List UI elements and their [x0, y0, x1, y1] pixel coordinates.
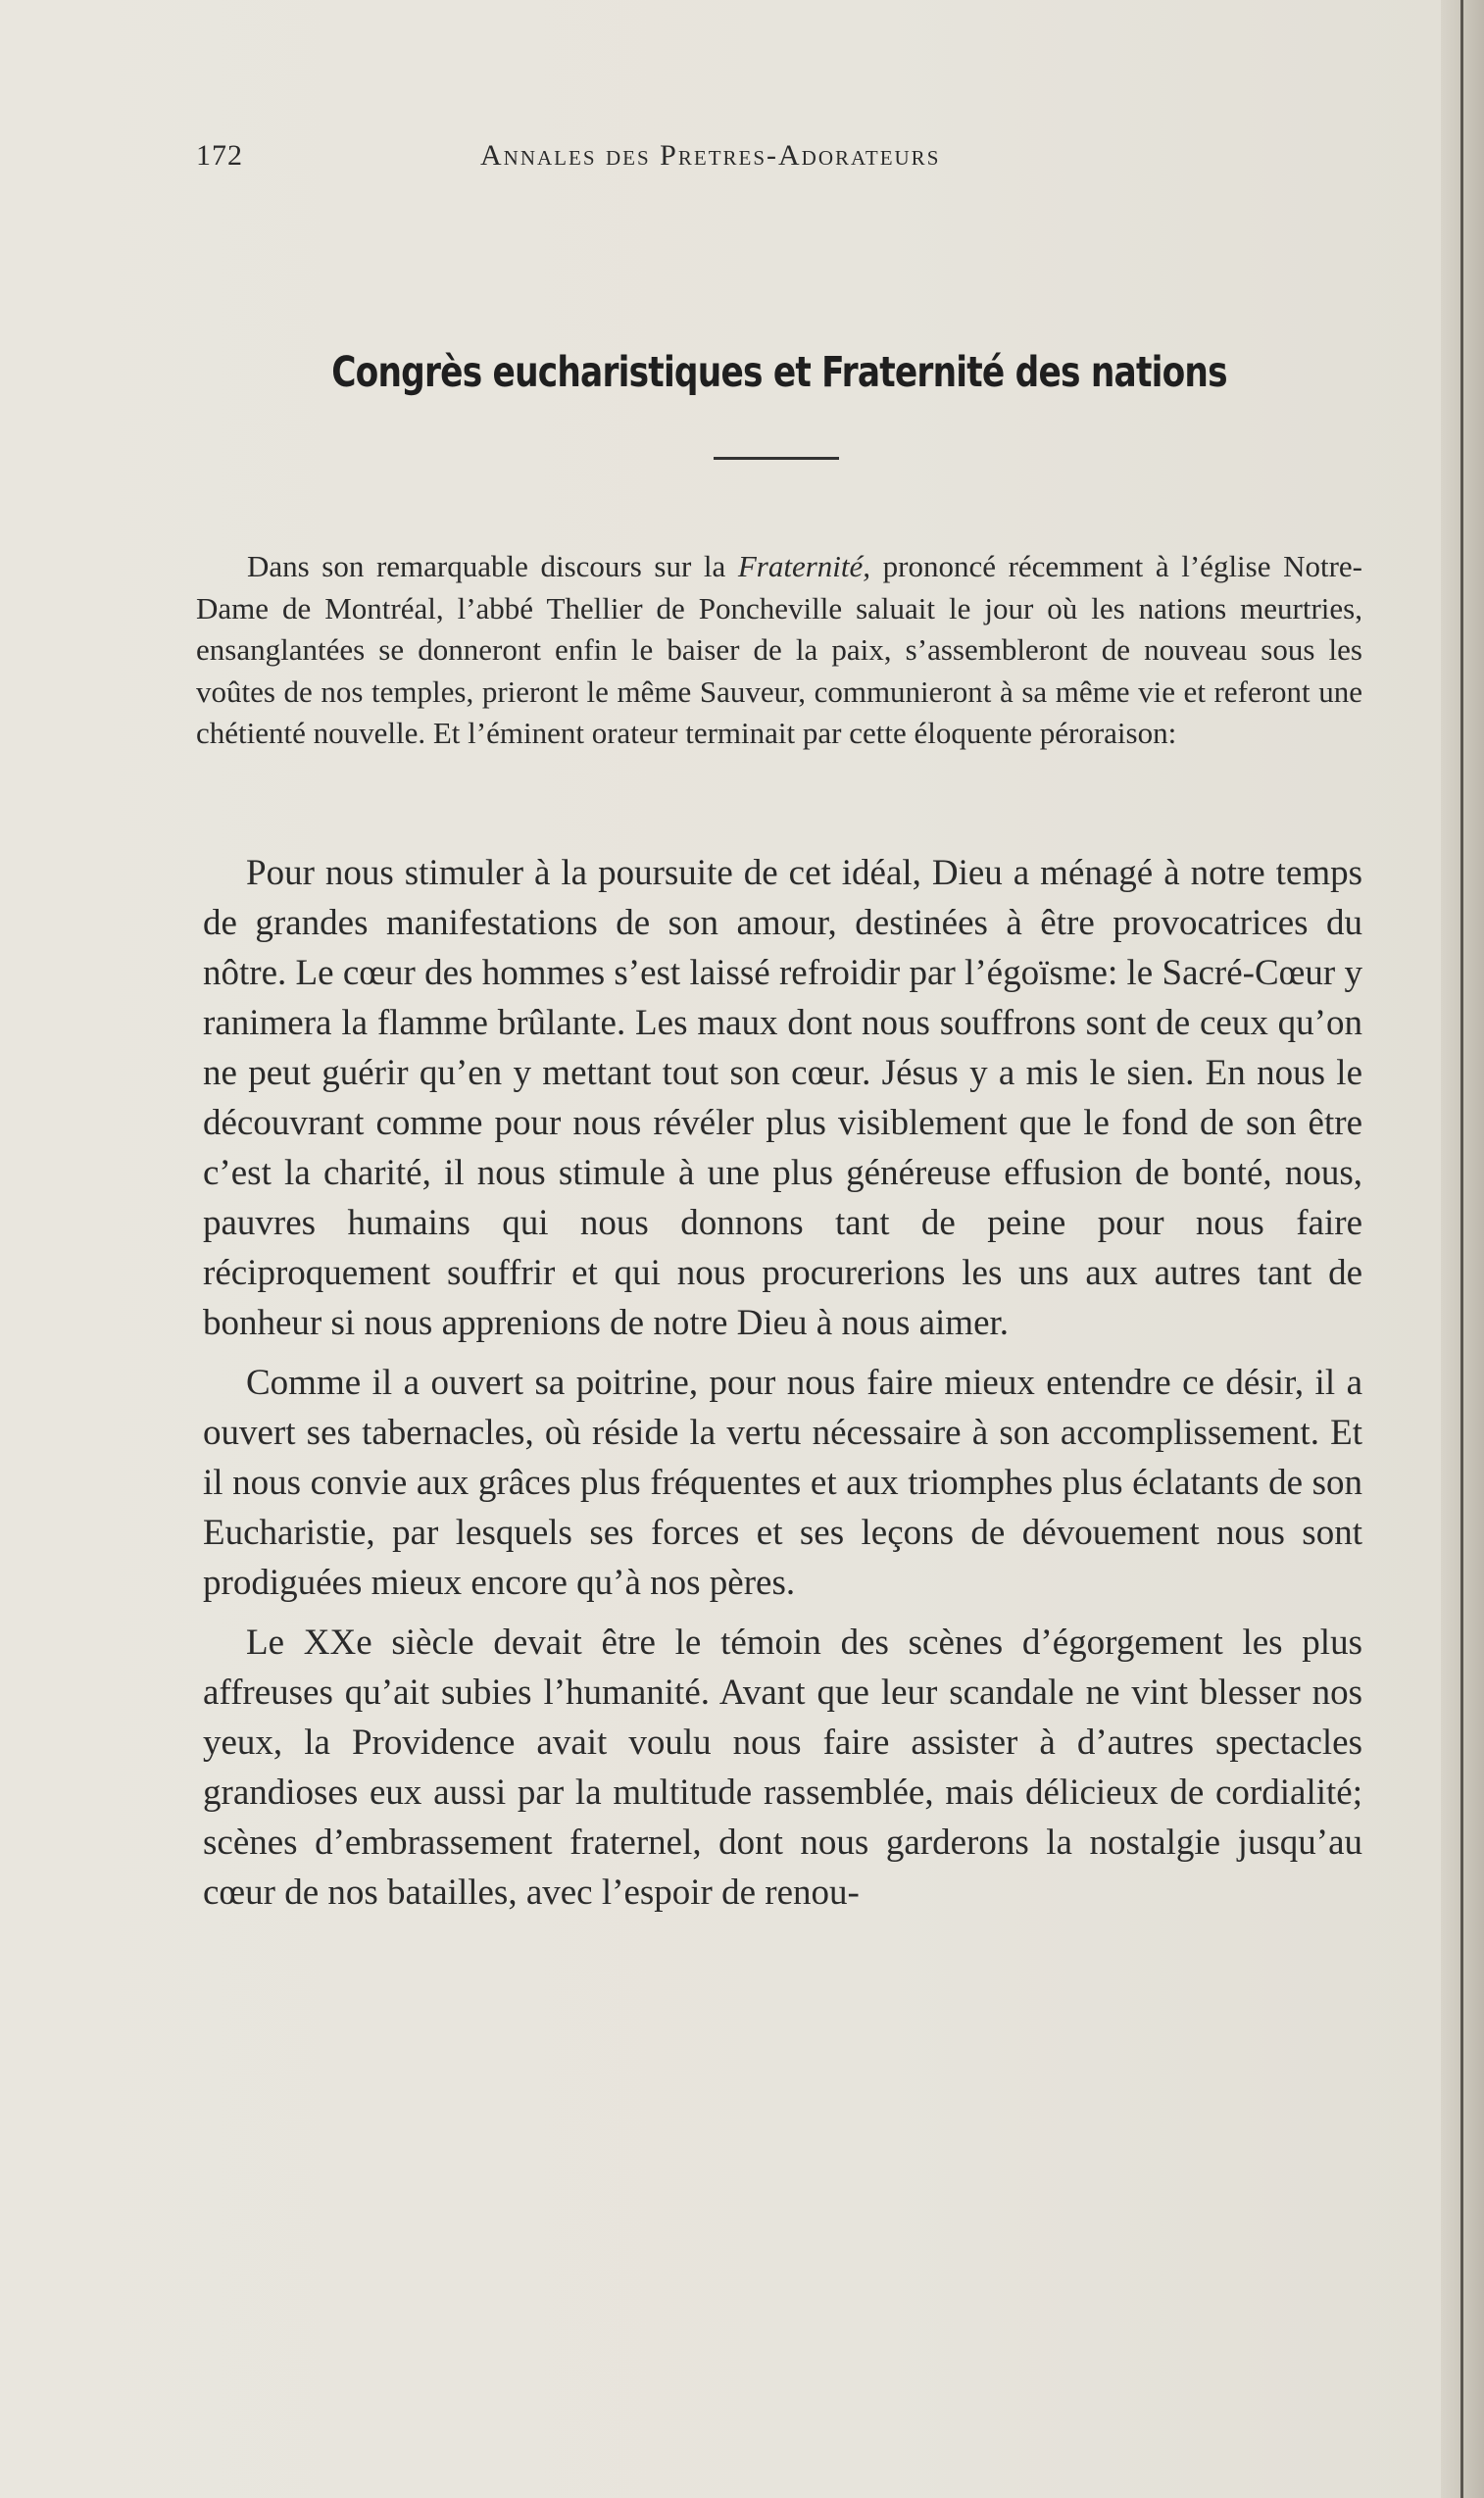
intro-italic-word: Fraternité,: [737, 549, 871, 583]
running-title: Annales des Pretres-Adorateurs: [480, 139, 941, 172]
intro-paragraph: [196, 546, 1362, 755]
title-divider: [714, 457, 839, 460]
body-paragraph-1: Pour nous stimuler à la poursuite de cet idéal, Dieu a ménagé à notre temps de grandes manifestations de son amour, destinées à être provocatrices du nôtre. Le cœur des hommes s’est laissé refroidir par l’égoïsme: le Sacré-Cœur y ranimera la flamme brûlante. Les maux dont nous souffrons sont de ceux qu’on ne peut guérir qu’en y mettant tout son cœur. Jésus y a mis le sien. En nous le découvrant comme pour nous révéler plus visiblement que le fond de son être c’est la charité, il nous stimule à une plus généreuse effusion de bonté, nous, pauvres humains qui nous donnons tant de peine pour nous faire réciproquement souffrir et qui nous procurerions les uns aux autres tant de bonheur si nous apprenions de notre Dieu à nous aimer.: [203, 853, 1362, 1343]
page-number: 172: [196, 139, 243, 172]
quoted-peroration: [203, 848, 1362, 1927]
article-title: Congrès eucharistiques et Fraternité des nations: [331, 348, 1227, 397]
body-paragraph-2: Comme il a ouvert sa poitrine, pour nous faire mieux entendre ce désir, il a ouvert ses tabernacles, où réside la vertu nécessaire à son accomplissement. Et il nous convie aux grâces plus fréquentes et aux triomphes plus éclatants de son Eucharistie, par lesquels ses forces et ses leçons de dévouement nous sont prodiguées mieux encore qu’à nos pères.: [203, 1363, 1362, 1603]
binding-edge: [1460, 0, 1463, 2498]
intro-text-end: prononcé récemment à l’église Notre-Dame de Montréal, l’abbé Thellier de Poncheville saluait le jour où les nations meurtries, ensanglantées se donneront enfin le baiser de la paix, s’assembleront de nouveau sous les voûtes de nos temples, prieront le même Sauveur, communieront à sa même vie et referont une chétienté nouvelle. Et l’éminent orateur terminait par cette éloquente péroraison:: [196, 549, 1362, 750]
intro-text-start: Dans son remarquable discours sur la: [247, 549, 738, 583]
running-head: [196, 139, 1362, 178]
body-paragraph-3: Le XXe siècle devait être le témoin des scènes d’égorgement les plus affreuses qu’ait subies l’humanité. Avant que leur scandale ne vint blesser nos yeux, la Providence avait voulu nous faire assister à d’autres spectacles grandioses eux aussi par la multitude rassemblée, mais délicieux de cordialité; scènes d’embrassement fraternel, dont nous garderons la nostalgie jusqu’au cœur de nos batailles, avec l’espoir de renou-: [203, 1623, 1362, 1913]
